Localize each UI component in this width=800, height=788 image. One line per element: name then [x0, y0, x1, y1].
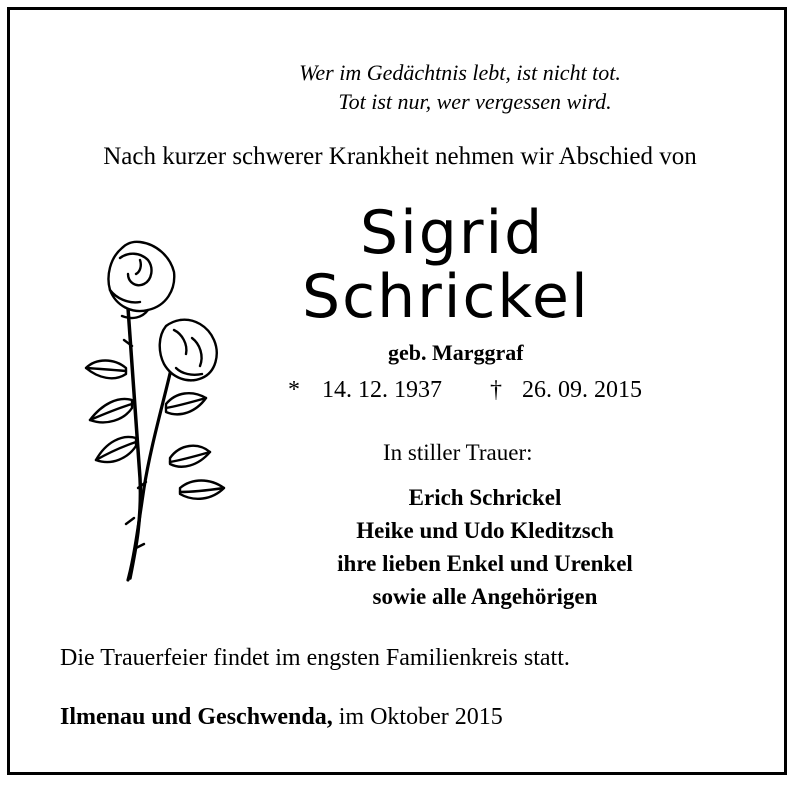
- motto-line-1: Wer im Gedächtnis lebt, ist nicht tot.: [299, 60, 621, 85]
- life-dates: [288, 377, 642, 404]
- place: Ilmenau und Geschwenda,: [60, 704, 333, 730]
- mourner-item: ihre lieben Enkel und Urenkel: [337, 551, 633, 576]
- birth-symbol: *: [288, 377, 300, 403]
- motto-line-2: Tot ist nur, wer vergessen wird.: [338, 89, 612, 114]
- place-date-line: [60, 704, 503, 731]
- birth-date: 14. 12. 1937: [322, 377, 442, 403]
- last-name: Schrickel: [302, 262, 590, 332]
- death-date: 26. 09. 2015: [522, 377, 642, 403]
- mourner-item: Heike und Udo Kleditzsch: [356, 518, 614, 543]
- mourner-item: Erich Schrickel: [408, 485, 562, 510]
- mourner-item: sowie alle Angehörigen: [372, 584, 598, 609]
- intro-text: Nach kurzer schwerer Krankheit nehmen wir Abschied von: [103, 143, 697, 170]
- date-line: im Oktober 2015: [338, 704, 503, 730]
- rose-illustration-icon: [70, 228, 240, 588]
- first-name: Sigrid: [360, 198, 545, 268]
- death-symbol: †: [490, 377, 502, 403]
- mourners-list: [290, 481, 680, 613]
- funeral-note: Die Trauerfeier findet im engsten Familienkreis statt.: [60, 645, 570, 671]
- maiden-name: geb. Marggraf: [388, 340, 524, 365]
- mourning-heading: In stiller Trauer:: [383, 440, 533, 465]
